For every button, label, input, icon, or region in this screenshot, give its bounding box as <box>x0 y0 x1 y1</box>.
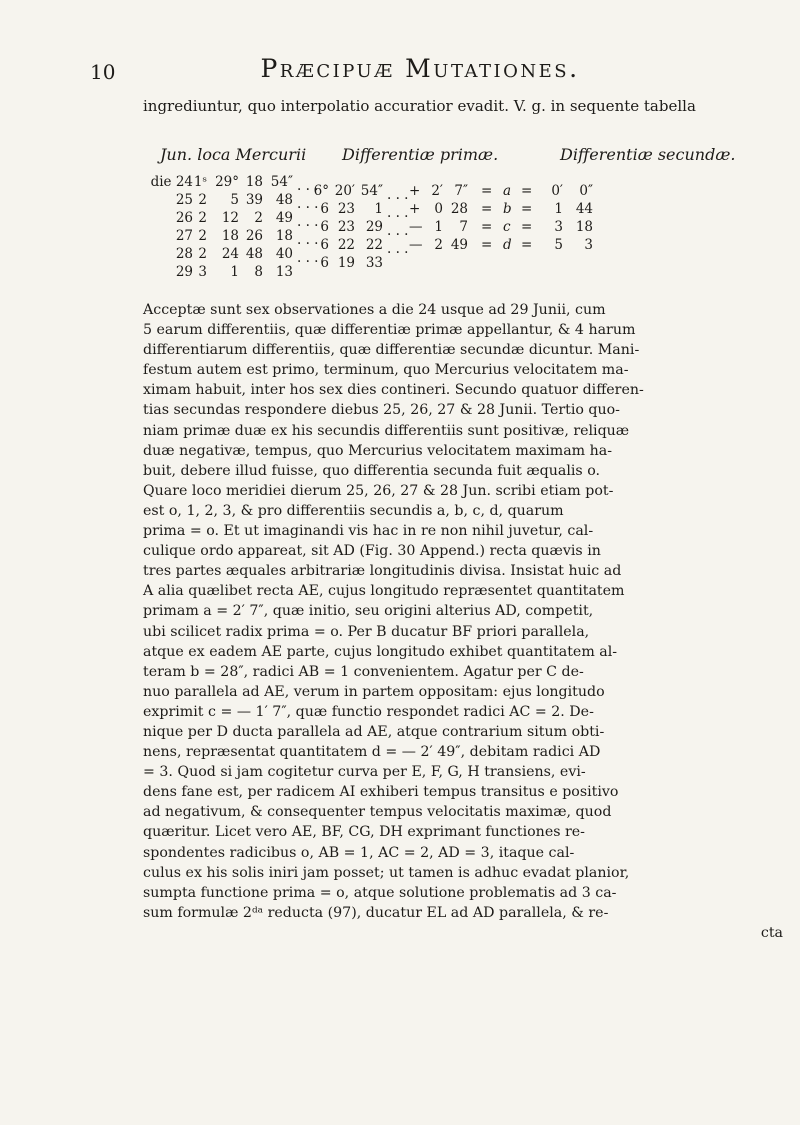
row-min: 26 <box>245 228 263 244</box>
first-diff-sec: 29 <box>365 219 383 235</box>
equals-sign: = <box>521 201 533 217</box>
leader-dots: . . . <box>297 250 319 266</box>
body-line: culus ex his solis iniri jam posset; ut tamen is adhuc evadat planior, <box>143 864 630 881</box>
body-line: A alia quælibet recta AE, cujus longitudo repræsentet quantitatem <box>143 583 625 600</box>
row-sec: 54″ <box>270 174 293 190</box>
row-sec: 48 <box>275 192 293 208</box>
equals-sign: = <box>481 237 493 253</box>
body-line: buit, debere illud fuisse, quo differentia secunda fuit æqualis o. <box>143 462 601 479</box>
running-head <box>90 52 750 86</box>
row-sign: 2 <box>198 246 207 262</box>
header-title: Præcipuæ Mutationes. <box>260 54 580 83</box>
equals-sign: = <box>481 201 493 217</box>
first-diff-min: 19 <box>337 255 355 271</box>
body-line: prima = o. Et ut imaginandi vis hac in re non nihil juvetur, cal- <box>143 523 594 540</box>
row-day: 25 <box>175 192 193 208</box>
body-text <box>143 300 783 943</box>
row-min: 39 <box>245 192 263 208</box>
body-line: sum formulæ 2ᵈᵃ reducta (97), ducatur EL ad AD parallela, & re- <box>143 904 609 921</box>
first-diff-sec: 1 <box>374 201 383 217</box>
leader-dots: . . . <box>387 205 409 221</box>
page-number: 10 <box>90 60 116 84</box>
body-line: teram b = 28″, radici AB = 1 convenientem. Agatur per C de- <box>143 663 584 680</box>
second-diff-min: 2 <box>434 237 443 253</box>
body-line: culique ordo appareat, sit AD (Fig. 30 Append.) recta quævis in <box>143 543 601 560</box>
first-diff-min: 23 <box>337 201 355 217</box>
first-diff-min: 22 <box>337 237 355 253</box>
body-line: ubi scilicet radix prima = o. Per B ducatur BF priori parallela, <box>143 623 590 640</box>
row-sign: 1ˢ <box>193 174 207 190</box>
row-sign: 2 <box>198 192 207 208</box>
row-deg: 12 <box>221 210 239 226</box>
body-line: Quare loco meridiei dierum 25, 26, 27 & 28 Jun. scribi etiam pot- <box>143 482 614 499</box>
row-deg: 18 <box>221 228 239 244</box>
row-sign: 3 <box>198 264 207 280</box>
second-diff-sign: + <box>409 201 421 217</box>
body-line: 5 earum differentiis, quæ differentiæ primæ appellantur, & 4 harum <box>143 322 636 339</box>
row-sec: 40 <box>275 246 293 262</box>
body-line: Acceptæ sunt sex observationes a die 24 usque ad 29 Junii, cum <box>143 302 606 318</box>
equals-sign: = <box>481 219 493 235</box>
body-line: nuo parallela ad AE, verum in partem oppositam: ejus longitudo <box>143 683 605 700</box>
row-deg: 29° <box>215 174 239 190</box>
body-line: atque ex eadem AE parte, cujus longitudo exhibet quantitatem al- <box>143 643 618 660</box>
mercury-table <box>143 174 783 294</box>
body-line: ad negativum, & consequenter tempus velocitatis maximæ, quod <box>143 804 612 821</box>
first-diff-sec: 33 <box>365 255 383 271</box>
row-min: 48 <box>245 246 263 262</box>
leader-dots: . . . <box>297 196 319 212</box>
leader-dots: . . . <box>387 187 409 203</box>
body-line: = 3. Quod si jam cogitetur curva per E, F, G, H transiens, evi- <box>143 764 586 781</box>
second-diff-v2: 3 <box>584 237 593 253</box>
second-diff-v1: 3 <box>554 219 563 235</box>
column-header-second-diff: Differentiæ secundæ. <box>560 145 736 164</box>
first-diff-deg: 6 <box>320 219 329 235</box>
body-line: exprimit c = — 1′ 7″, quæ functio respondet radici AC = 2. De- <box>143 703 594 720</box>
row-day: die 24 <box>150 174 193 190</box>
first-diff-deg: 6 <box>320 201 329 217</box>
second-diff-v1: 5 <box>554 237 563 253</box>
row-min: 18 <box>245 174 263 190</box>
body-line: differentiarum differentiis, quæ differentiæ secundæ dicuntur. Mani- <box>143 342 640 359</box>
second-diff-letter: a <box>503 183 512 199</box>
first-diff-deg: 6 <box>320 255 329 271</box>
second-diff-letter: c <box>503 219 511 235</box>
body-line: primam a = 2′ 7″, quæ initio, seu origini alterius AD, competit, <box>143 603 594 620</box>
body-line: nique per D ducta parallela ad AE, atque contrarium situm obti- <box>143 723 605 740</box>
column-header-loca: Jun. loca Mercurii <box>160 145 307 164</box>
body-line: est o, 1, 2, 3, & pro differentiis secundis a, b, c, d, quarum <box>143 502 564 519</box>
row-min: 2 <box>254 210 263 226</box>
second-diff-min: 2′ <box>431 183 443 199</box>
leader-dots: . . . <box>297 214 319 230</box>
row-day: 27 <box>175 228 193 244</box>
first-diff-min: 23 <box>337 219 355 235</box>
leader-dots: . . . <box>387 241 409 257</box>
second-diff-v1: 1 <box>554 201 563 217</box>
first-diff-sec: 54″ <box>360 183 383 199</box>
leader-dots: . . . <box>297 178 319 194</box>
second-diff-sec: 7 <box>459 219 468 235</box>
row-deg: 5 <box>230 192 239 208</box>
leader-dots: . . . <box>297 232 319 248</box>
row-sign: 2 <box>198 228 207 244</box>
row-sign: 2 <box>198 210 207 226</box>
row-day: 26 <box>175 210 193 226</box>
body-line: sumpta functione prima = o, atque solutione problematis ad 3 ca- <box>143 884 617 901</box>
row-sec: 13 <box>275 264 293 280</box>
body-line: tias secundas respondere diebus 25, 26, 27 & 28 Junii. Tertio quo- <box>143 402 620 419</box>
row-sec: 18 <box>275 228 293 244</box>
body-line: ximam habuit, inter hos sex dies contineri. Secundo quatuor differen- <box>143 382 644 399</box>
equals-sign: = <box>521 237 533 253</box>
second-diff-min: 0 <box>434 201 443 217</box>
equals-sign: = <box>521 219 533 235</box>
body-line: nens, repræsentat quantitatem d = — 2′ 49″, debitam radici AD <box>143 744 601 761</box>
second-diff-sec: 49 <box>450 237 468 253</box>
equals-sign: = <box>521 183 533 199</box>
second-diff-letter: b <box>503 201 512 217</box>
first-diff-deg: 6° <box>313 183 329 199</box>
row-day: 28 <box>175 246 193 262</box>
body-line: niam primæ duæ ex his secundis differentiis sunt positivæ, reliquæ <box>143 422 630 439</box>
body-line: quæritur. Licet vero AE, BF, CG, DH exprimant functiones re- <box>143 824 585 841</box>
body-line: dens fane est, per radicem AI exhiberi tempus transitus e positivo <box>143 784 619 801</box>
body-line: duæ negativæ, tempus, quo Mercurius velocitatem maximam ha- <box>143 442 613 459</box>
column-header-first-diff: Differentiæ primæ. <box>342 145 499 164</box>
first-diff-min: 20′ <box>334 183 355 199</box>
second-diff-v2: 44 <box>575 201 593 217</box>
second-diff-sign: + <box>409 183 421 199</box>
second-diff-v2: 0″ <box>579 183 593 199</box>
row-sec: 49 <box>275 210 293 226</box>
equals-sign: = <box>481 183 493 199</box>
first-diff-sec: 22 <box>365 237 383 253</box>
row-min: 8 <box>254 264 263 280</box>
catchword: cta <box>760 924 783 941</box>
second-diff-min: 1 <box>434 219 443 235</box>
intro-text: ingrediuntur, quo interpolatio accuratior evadit. V. g. in sequente tabella <box>143 97 696 115</box>
leader-dots: . . . <box>387 223 409 239</box>
body-line: festum autem est primo, terminum, quo Mercurius velocitatem ma- <box>143 362 629 379</box>
second-diff-v1: 0′ <box>551 183 563 199</box>
second-diff-sign: — <box>409 219 423 235</box>
second-diff-sec: 28 <box>450 201 468 217</box>
row-deg: 24 <box>221 246 239 262</box>
second-diff-sec: 7″ <box>454 183 468 199</box>
row-deg: 1 <box>230 264 239 280</box>
body-line: tres partes æquales arbitrariæ longitudinis divisa. Insistat huic ad <box>143 563 622 580</box>
row-day: 29 <box>175 264 193 280</box>
second-diff-sign: — <box>409 237 423 253</box>
second-diff-letter: d <box>503 237 512 253</box>
second-diff-v2: 18 <box>575 219 593 235</box>
body-line: spondentes radicibus o, AB = 1, AC = 2, AD = 3, itaque cal- <box>143 844 575 861</box>
first-diff-deg: 6 <box>320 237 329 253</box>
